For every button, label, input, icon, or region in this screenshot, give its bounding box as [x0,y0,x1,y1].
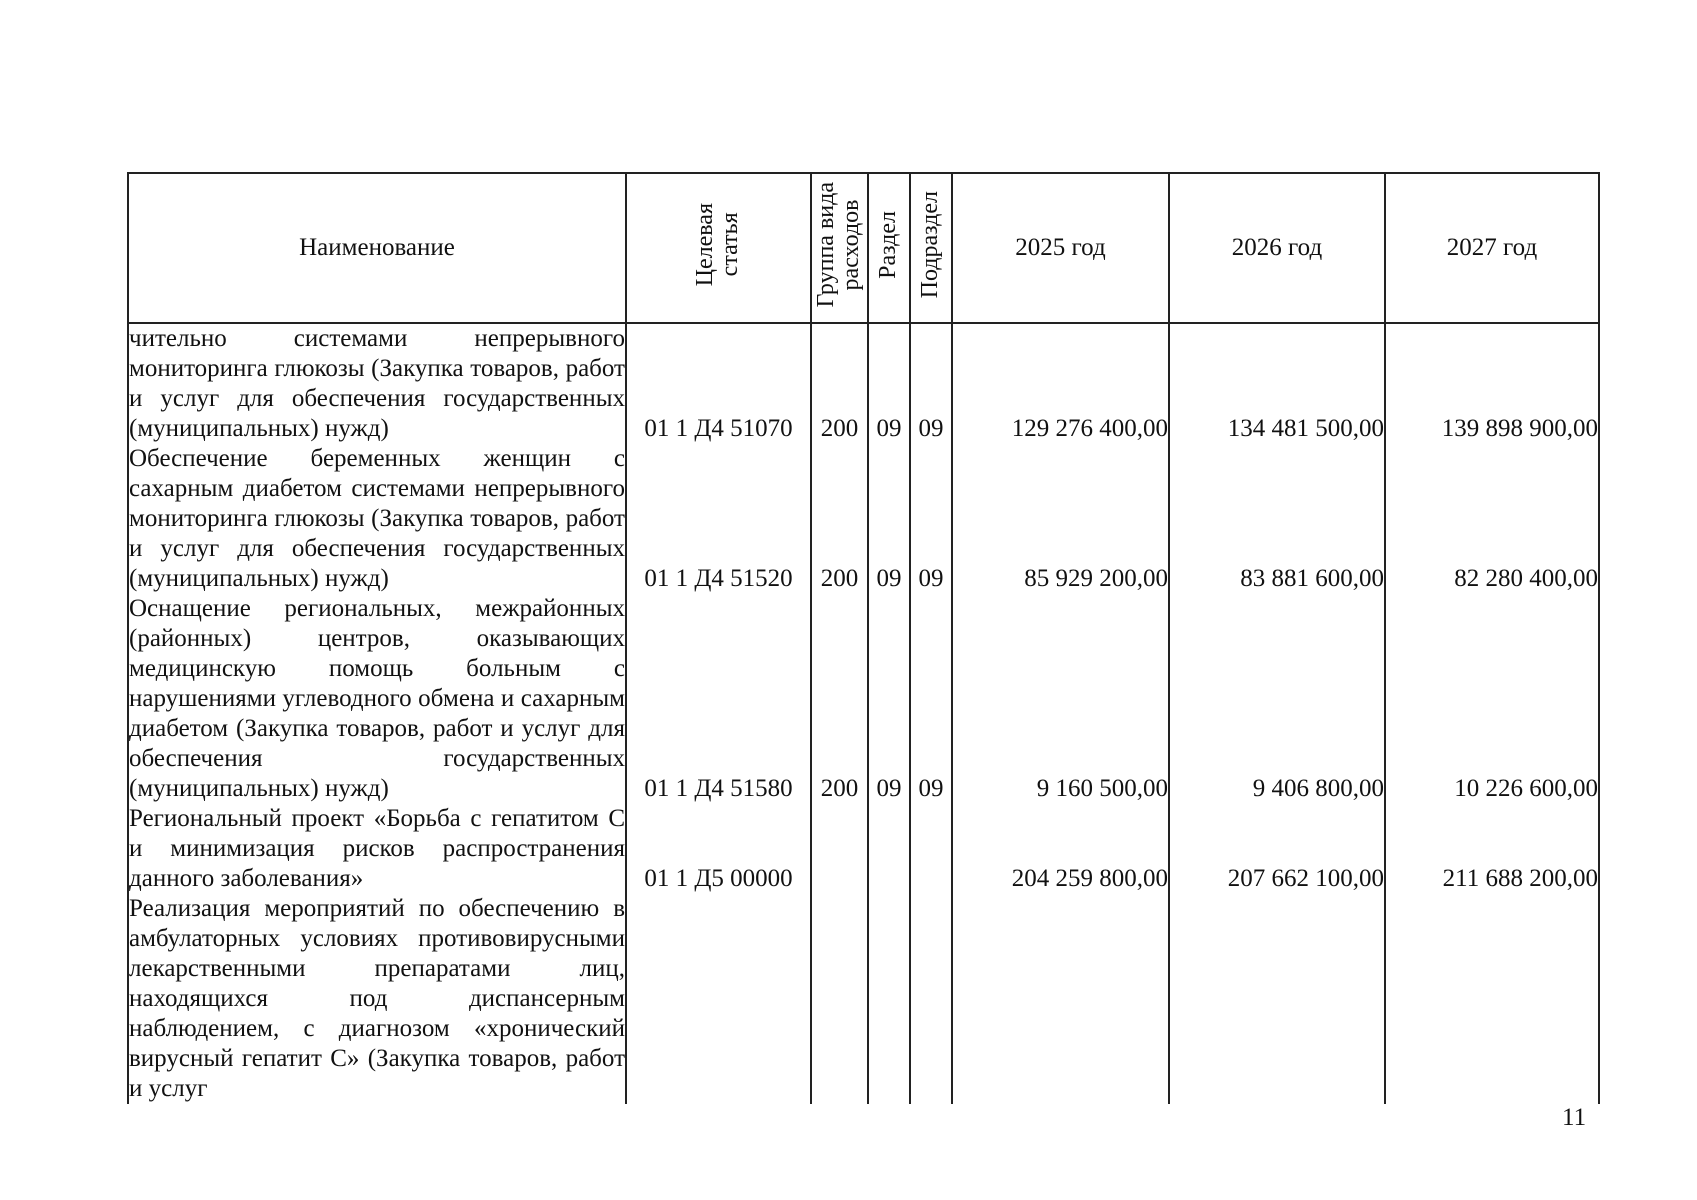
row-target-code: 01 1 Д4 51580 [626,594,811,804]
table-row [128,894,1599,1104]
row-amount-2026: 83 881 600,00 [1169,444,1385,594]
row-name: Обеспечение беременных женщин с сахарным диабетом системами непрерывного мониторинга глюкозы (Закупка товаров, работ и услуг для обеспечения государственных (муниципальных) нужд) [129,445,625,592]
row-section [868,804,910,894]
row-name: Оснащение региональных, межрайонных (районных) центров, оказывающих медицинскую помощь больным с нарушениями углеводного обмена и сахарным диабетом (Закупка товаров, работ и услуг для обеспечения государственных (муниципальных) нужд) [129,595,625,802]
row-amount-2025: 9 160 500,00 [952,594,1169,804]
row-section: 09 [868,444,910,594]
row-amount-2027: 10 226 600,00 [1385,594,1599,804]
row-amount-2027: 139 898 900,00 [1385,323,1599,444]
table-row [128,804,1599,894]
row-target-code: 01 1 Д4 51070 [626,323,811,444]
row-subsection [910,804,952,894]
row-expense-group: 200 [811,323,868,444]
header-2025: 2025 год [952,173,1169,323]
header-name: Наименование [128,173,626,323]
row-name: Региональный проект «Борьба с гепатитом С и минимизация рисков распространения данного заболевания» [129,805,625,892]
table-header [128,173,1599,323]
row-expense-group [811,804,868,894]
row-amount-2025: 85 929 200,00 [952,444,1169,594]
table-row [128,444,1599,594]
row-amount-2026 [1169,894,1385,1104]
table-row [128,594,1599,804]
row-amount-2025: 129 276 400,00 [952,323,1169,444]
row-amount-2027: 211 688 200,00 [1385,804,1599,894]
row-amount-2025 [952,894,1169,1104]
row-subsection: 09 [910,594,952,804]
row-expense-group: 200 [811,444,868,594]
row-target-code: 01 1 Д4 51520 [626,444,811,594]
row-expense-group: 200 [811,594,868,804]
row-section: 09 [868,323,910,444]
row-amount-2027 [1385,894,1599,1104]
header-2027: 2027 год [1385,173,1599,323]
row-subsection: 09 [910,444,952,594]
row-amount-2027: 82 280 400,00 [1385,444,1599,594]
row-name: чительно системами непрерывного мониторинга глюкозы (Закупка товаров, работ и услуг для обеспечения государственных (муниципальных) нужд) [129,325,625,442]
row-target-code: 01 1 Д5 00000 [626,804,811,894]
budget-table [127,172,1600,1104]
header-target-article: Целевая статья [626,173,811,323]
row-section [868,894,910,1104]
header-2026: 2026 год [1169,173,1385,323]
row-subsection: 09 [910,323,952,444]
row-expense-group [811,894,868,1104]
row-amount-2026: 134 481 500,00 [1169,323,1385,444]
header-expense-group: Группа вида расходов [811,173,868,323]
row-amount-2025: 204 259 800,00 [952,804,1169,894]
table-body [128,323,1599,1104]
row-section: 09 [868,594,910,804]
row-target-code [626,894,811,1104]
row-amount-2026: 207 662 100,00 [1169,804,1385,894]
table-row [128,323,1599,444]
header-section: Раздел [868,173,910,323]
header-subsection: Подраздел [910,173,952,323]
row-name: Реализация мероприятий по обеспечению в амбулаторных условиях противовирусными лекарственными препаратами лиц, находящихся под диспансерным наблюдением, с диагнозом «хронический вирусный гепатит С» (Закупка товаров, работ и услуг [129,895,625,1102]
row-amount-2026: 9 406 800,00 [1169,594,1385,804]
row-subsection [910,894,952,1104]
page-number: 11 [1562,1104,1587,1131]
